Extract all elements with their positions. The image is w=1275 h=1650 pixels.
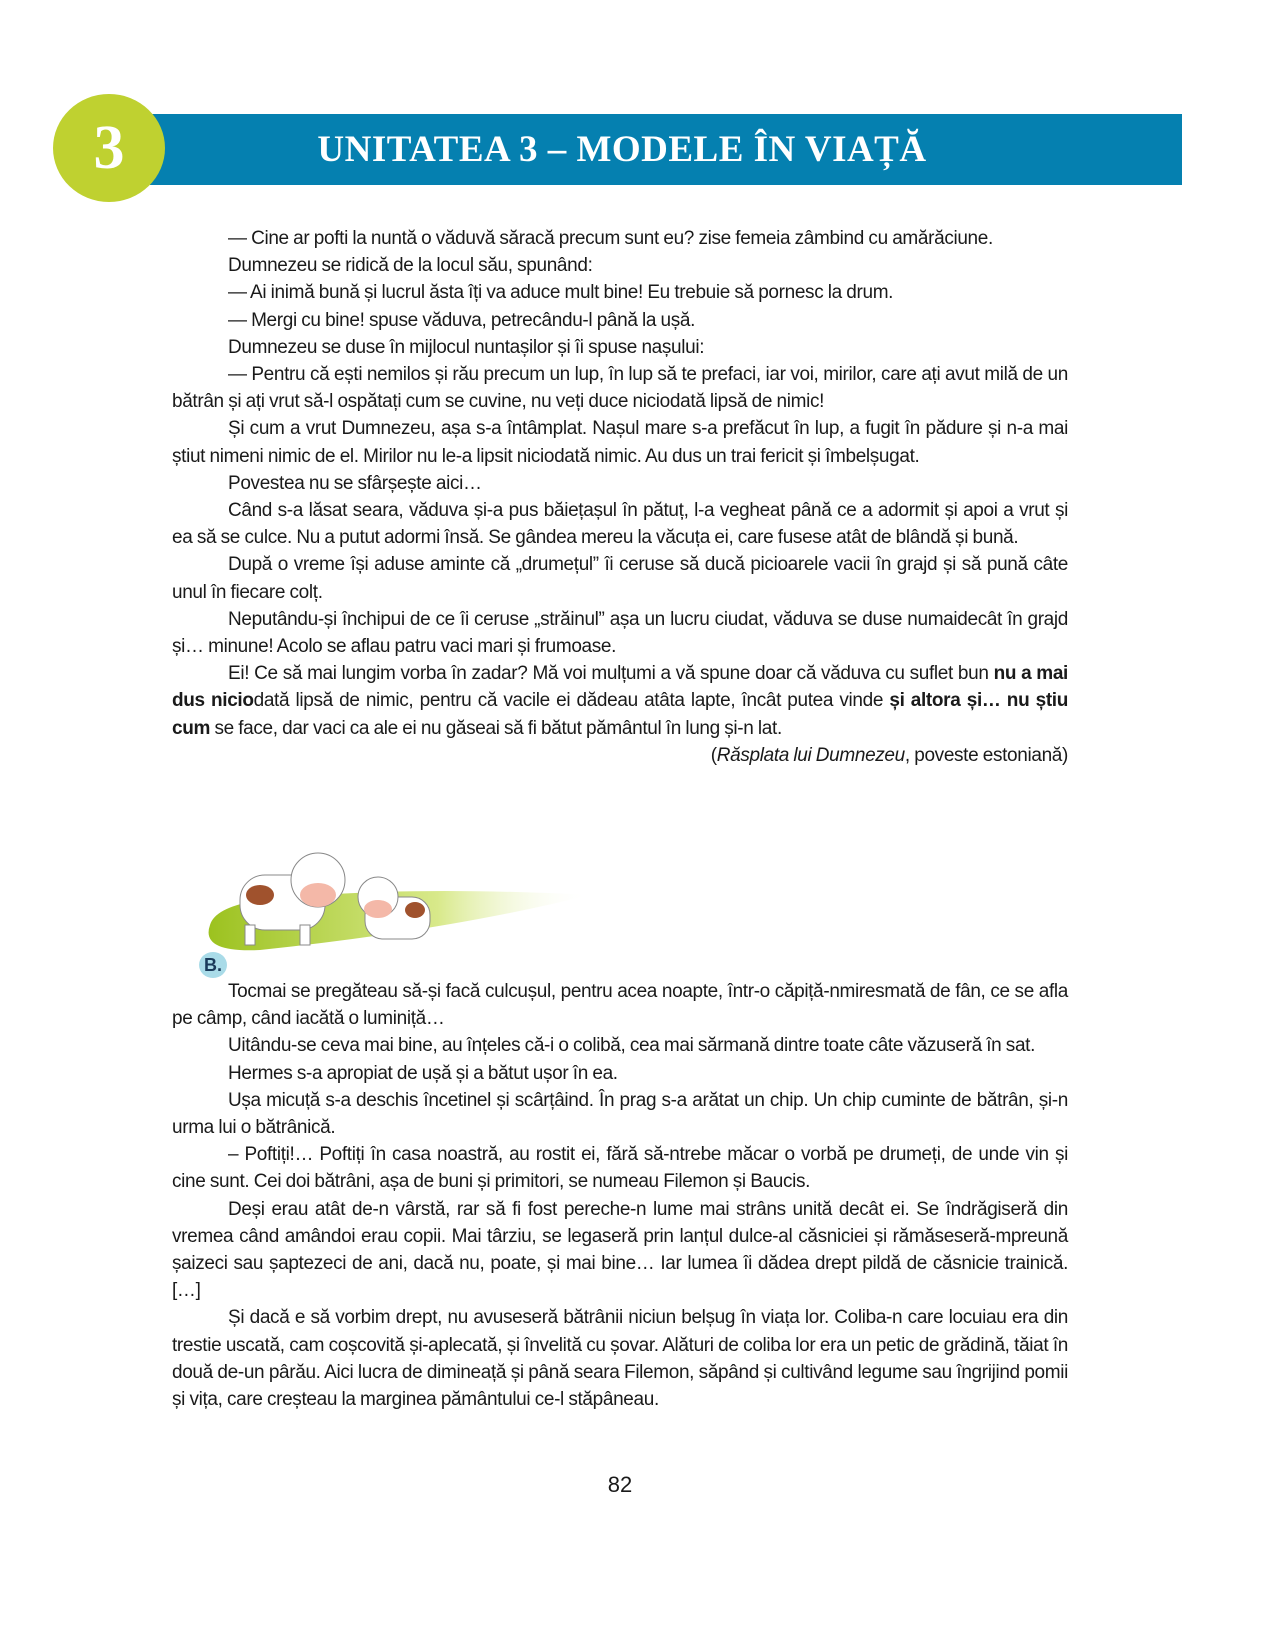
paragraph: Dumnezeu se duse în mijlocul nuntașilor și îi spuse nașului: <box>228 336 705 358</box>
source-title: Răsplata lui Dumnezeu <box>716 744 905 766</box>
paragraph: Povestea nu se sfârșește aici… <box>228 472 482 494</box>
paragraph: Și cum a vrut Dumnezeu, așa s-a întâmplat. Nașul mare s-a prefăcut în lup, a fugit în pădure și n-a mai știut nimeni nimic de el. Mirilor nu le-a lipsit niciodată nimic. Au dus un trai fericit și îmbelșugat. <box>172 418 1068 467</box>
text-segment: se face, dar vaci ca ale ei nu găseai să fi bătut pământul în lung și-n lat. <box>210 717 782 739</box>
paragraph: Uitându-se ceva mai bine, au înțeles că-i o colibă, cea mai sărmană dintre toate câte văzuseră în sat. <box>228 1035 1036 1057</box>
paragraph: — Pentru că ești nemilos și rău precum un lup, în lup să te prefaci, iar voi, mirilor, care ați avut milă de un bătrân și ați vrut să-l ospătați cum se cuvine, nu veți duce niciodată lipsă de nimic! <box>172 364 1068 413</box>
section-b-text <box>172 978 1068 1413</box>
paragraph: Ușa micuță s-a deschis încetinel și scârțâind. În prag s-a arătat un chip. Un chip cuminte de bătrân, și-n urma lui o bătrânică. <box>172 1089 1068 1139</box>
calf-icon <box>358 877 430 939</box>
paragraph: Când s-a lăsat seara, văduva și-a pus băiețașul în pătuț, l-a vegheat până ce a adormit și apoi a vrut și ea să se culce. Nu a putut adormi însă. Se gândea mereu la văcuța ei, care fusese atât de blândă și bună. <box>172 500 1068 549</box>
bold-segment: nu a mai dus nicio <box>172 663 1068 712</box>
section-a-text <box>172 225 1068 769</box>
text-segment: dată lipsă de nimic, pentru că vacile ei dădeau atâta lapte, încât putea vinde <box>253 690 884 712</box>
paragraph: Dumnezeu se ridică de la locul său, spunând: <box>228 255 593 277</box>
paragraph: Tocmai se pregăteau să-și facă culcușul, pentru acea noapte, într-o căpiță-nmiresmată de fân, ce se afla pe câmp, când iacătă o luminiță… <box>172 981 1068 1030</box>
paren: ( <box>710 744 717 766</box>
paragraph: Neputându-și închipui de ce îi ceruse „străinul” așa un lucru ciudat, văduva se duse numaidecât în grajd și… minune! Acolo se aflau patru vaci mari și frumoase. <box>172 608 1068 658</box>
bold-segment: și altora și… nu știu cum <box>172 690 1068 739</box>
paragraph: — Mergi cu bine! spuse văduva, petrecându-l până la ușă. <box>228 309 696 331</box>
source-rest: , poveste estoniană) <box>904 744 1068 766</box>
page-number: 82 <box>607 1472 633 1497</box>
unit-title: UNITATEA 3 – MODELE ÎN VIAȚĂ <box>317 129 927 170</box>
paragraph: — Cine ar pofti la nuntă o văduvă săracă precum sunt eu? zise femeia zâmbind cu amărăciune. <box>228 228 993 249</box>
paragraph: Deși erau atât de-n vârstă, rar să fi fost pereche-n lume mai strâns unită decât ei. Se îndrăgiseră din vremea când amândoi erau copii. Mai târziu, se legaseră prin lanțul dulce-al căsniciei și rămăseseră-mpreună șaizeci sau șaptezeci de ani, dacă nu, poate, și mai bine… Iar lumea îi dădea drept pildă de căsnicie trainică. […] <box>172 1198 1068 1302</box>
cows-illustration <box>200 845 590 955</box>
paragraph: — Ai inimă bună și lucrul ăsta îți va aduce mult bine! Eu trebuie să pornesc la drum. <box>228 282 894 304</box>
paragraph: – Poftiți!… Poftiți în casa noastră, au rostit ei, fără să-ntrebe măcar o vorbă pe drumeți, de unde vin și cine sunt. Cei doi bătrâni, așa de buni și primitori, se numeau Filemon și Baucis. <box>172 1144 1068 1193</box>
paragraph: Hermes s-a apropiat de ușă și a bătut ușor în ea. <box>228 1062 618 1084</box>
paragraph-last <box>172 660 1068 742</box>
text-segment: Ei! Ce să mai lungim vorba în zadar? Mă voi mulțumi a vă spune doar că văduva cu suflet bun <box>228 663 994 685</box>
section-b-label: B. <box>199 952 227 978</box>
source-citation <box>172 742 1068 769</box>
unit-number-badge: 3 <box>53 94 165 202</box>
paragraph: Și dacă e să vorbim drept, nu avuseseră bătrânii niciun belșug în viața lor. Coliba-n care locuiau era din trestie uscată, cam coșcovită și-aplecată, și învelită cu șovar. Alături de coliba lor era un petic de grădină, tăiat în două de-un pârău. Aici lucra de dimineață și până seara Filemon, săpând și cultivând legume sau îngrijind pomii și vița, care creșteau la marginea pământului ce-l stăpâneau. <box>172 1307 1068 1411</box>
paragraph: După o vreme își aduse aminte că „drumețul” îi ceruse să ducă picioarele vacii în grajd și să pună câte unul în fiecare colț. <box>172 554 1068 603</box>
